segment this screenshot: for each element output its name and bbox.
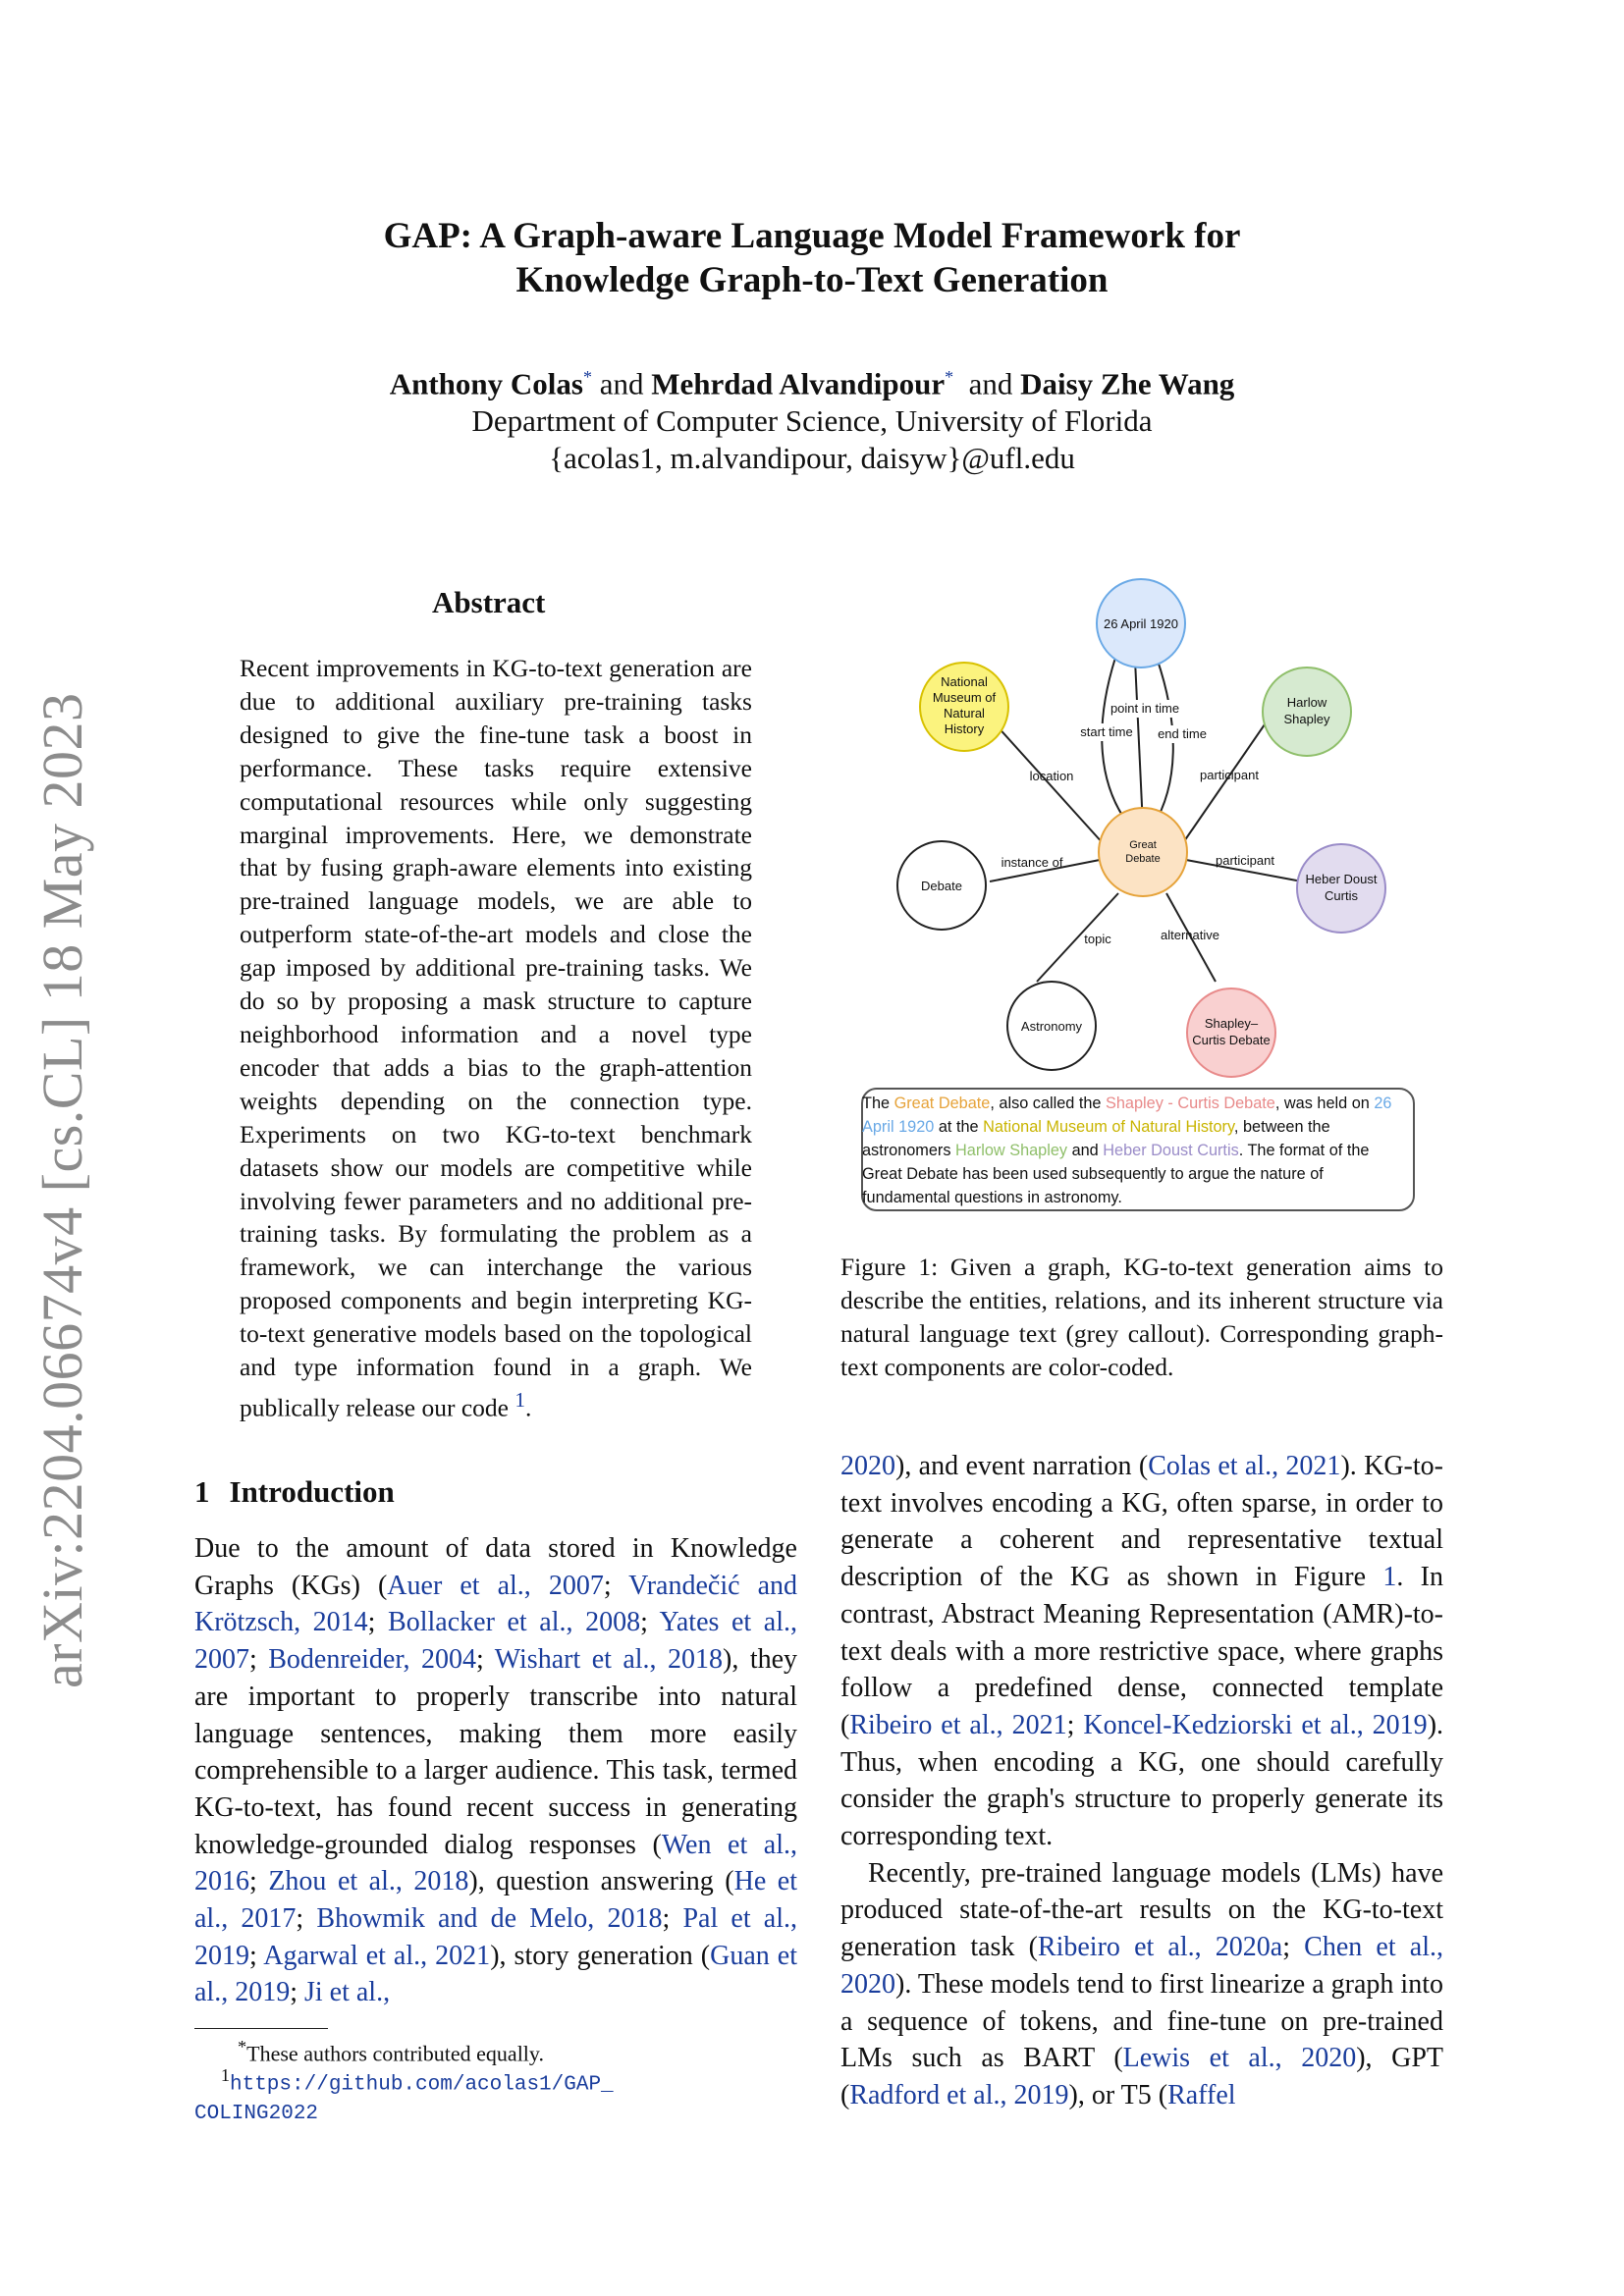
callout-museum: National Museum of Natural History (983, 1118, 1234, 1136)
citation-link[interactable]: Raffel (1167, 2079, 1236, 2110)
citation-link[interactable]: Wen et al., 2016 (194, 1829, 797, 1897)
author-3: Daisy Zhe Wang (1020, 366, 1235, 401)
citation-link[interactable]: Wishart et al., 2018 (494, 1644, 724, 1676)
title-line-2: Knowledge Graph-to-Text Generation (515, 260, 1109, 300)
and-2: and (968, 366, 1013, 401)
author-block (0, 358, 1624, 477)
callout-great-debate: Great Debate (893, 1095, 991, 1112)
callout-date: 26 April 1920 (862, 1095, 1392, 1136)
intro-paragraph-2: Recently, pre-trained language models (LMs) have produced state-of-the-art results on the KG-to-text generation task (Ribeiro et al., 2020a; Chen et al., 2020). These models tend to first linearize a graph into a sequence of tokens, and fine-tune on pre-trained LMs such as BART (Lewis et al., 2020), GPT (Radford et al., 2019), or T5 (Raffel (840, 1857, 1444, 2110)
edge-label-alternative: alternative (1161, 928, 1219, 942)
node-debate-label: Debate (921, 879, 962, 893)
intro-right-column (840, 1448, 1443, 2114)
edge-label-topic: topic (1084, 932, 1111, 946)
figure-callout-text: The Great Debate, also called the Shapley - Curtis Debate, was held on 26 April 1920 at the National Museum of Natural History, between the astronomers Harlow Shapley and Heber Doust Curtis. The format of the Great Debate has been used subsequently to argue the nature of fundamental questions in astronomy. (862, 1095, 1392, 1206)
footnote-rule (194, 2028, 328, 2029)
node-museum-label: National (941, 674, 988, 689)
edge-label-instance-of: instance of (1001, 855, 1063, 870)
footnote-1: *These authors contributed equally. (238, 2037, 544, 2066)
edge-label-start-time: start time (1080, 724, 1133, 739)
svg-text:Debate: Debate (1125, 853, 1161, 865)
emails: {acolas1, m.alvandipour, daisyw}@ufl.edu (549, 441, 1075, 476)
callout-harlow: Harlow Shapley (955, 1142, 1068, 1159)
affiliation: Department of Computer Science, University of Florida (471, 403, 1153, 439)
citation-link[interactable]: Koncel-Kedziorski et al., 2019 (1083, 1709, 1428, 1740)
edge-label-participant-1: participant (1200, 768, 1259, 782)
citation-link[interactable]: Guan et al., 2019 (194, 1940, 797, 2008)
citation-link[interactable]: Ribeiro et al., 2020a (1037, 1932, 1283, 1963)
footnote-2: $^1$https://github.com/acolas1/GAP_ COLING2022 (194, 2065, 614, 2126)
citation-link[interactable]: Zhou et al., 2018 (268, 1866, 469, 1897)
equal-contrib-mark-2: * (945, 367, 954, 387)
citation-link[interactable]: Bhowmik and de Melo, 2018 (316, 1903, 663, 1935)
abstract-body: Recent improvements in KG-to-text generation are due to additional auxiliary pre-training tasks designed to give the fine-tune task a boost in performance. These tasks require extensive computational resources while only suggesting marginal improvements. Here, we demonstrate that by fusing graph-aware elements into existing pre-trained language models, we are able to outperform state-of-the-art models and close the gap imposed by additional pre-training tasks. We do so by proposing a mask structure to capture neighborhood information and a novel type encoder that adds a bias to the graph-attention weights depending on the connection type. Experiments on two KG-to-text benchmark datasets show our models are competitive while involving fewer parameters and no additional pre-training tasks. By formulating the problem as a framework, we can interchange the various proposed components and begin interpreting KG-to-text generative models based on the topological and type information found in a graph. We publically release our code $^1$. (240, 654, 752, 1422)
figure-caption: Figure 1: Given a graph, KG-to-text generation aims to describe the entities, relations, and its inherent structure via natural language text (grey callout). Corresponding graph-text components are color-coded. (840, 1253, 1443, 1381)
citation-link[interactable]: Agarwal et al., 2021 (263, 1940, 491, 1971)
paper-title (0, 214, 1624, 302)
citation-link[interactable]: Bodenreider, 2004 (268, 1644, 476, 1676)
abstract-heading: Abstract (432, 585, 546, 619)
svg-text:Curtis: Curtis (1325, 888, 1358, 903)
arxiv-stamp: arXiv:2204.06674v4 [cs.CL] 18 May 2023 (30, 692, 94, 1688)
figure-1-graph (840, 569, 1443, 1090)
edge-label-point-in-time: point in time (1110, 701, 1180, 716)
code-url-link-cont[interactable]: COLING2022 (194, 2103, 319, 2126)
callout-shapley-curtis: Shapley - Curtis Debate (1106, 1095, 1275, 1112)
citation-link[interactable]: Ribeiro et al., 2021 (849, 1709, 1067, 1740)
citation-link[interactable]: Vrandečić and Krötzsch, 2014 (194, 1570, 798, 1638)
citation-link[interactable]: Pal et al., 2019 (194, 1903, 798, 1971)
citation-link[interactable]: Lewis et al., 2020 (1122, 2043, 1357, 2074)
svg-text:Shapley: Shapley (1283, 712, 1330, 726)
citation-link[interactable]: 2020 (840, 1451, 895, 1481)
figure-ref-link[interactable]: 1 (1382, 1562, 1397, 1593)
callout-heber: Heber Doust Curtis (1103, 1142, 1239, 1159)
edge-label-end-time: end time (1158, 726, 1207, 741)
citation-link[interactable]: Auer et al., 2007 (387, 1570, 604, 1601)
node-great-debate-label: Great (1129, 839, 1157, 851)
edge-start-time (1102, 658, 1130, 827)
svg-text:Museum of: Museum of (932, 690, 997, 705)
title-line-1: GAP: A Graph-aware Language Model Framework for (383, 216, 1241, 256)
equal-contrib-mark-1: * (582, 367, 592, 387)
section-heading (194, 1474, 395, 1510)
author-1: Anthony Colas (389, 366, 583, 401)
edge-label-location: location (1029, 769, 1074, 783)
section-number: 1 (194, 1474, 210, 1509)
svg-text:History: History (944, 721, 985, 736)
edge-location (996, 724, 1104, 844)
node-astronomy-label: Astronomy (1020, 1019, 1083, 1034)
citation-link[interactable]: Yates et al., 2007 (194, 1607, 797, 1676)
edge-label-participant-2: participant (1216, 853, 1274, 868)
svg-text:Curtis Debate: Curtis Debate (1192, 1033, 1271, 1047)
section-title: Introduction (229, 1474, 395, 1509)
citation-link[interactable]: Bollacker et al., 2008 (388, 1607, 641, 1638)
abstract-text: Recent improvements in KG-to-text generation are due to additional auxiliary pre-training tasks designed to give the fine-tune task a boost in performance. These tasks require extensive computational resources while only suggesting marginal improvements. Here, we demonstrate that by fusing graph-aware elements into existing pre-trained language models, we are able to outperform state-of-the-art models and close the gap imposed by additional pre-training tasks. We do so by proposing a mask structure to capture neighborhood information and a novel type encoder that adds a bias to the graph-attention weights depending on the connection type. Experiments on two KG-to-text benchmark datasets show our models are competitive while involving fewer parameters and no additional pre-training tasks. By formulating the problem as a framework, we can interchange the various proposed components and begin interpreting KG-to-text generative models based on the topological and type information found in a graph. We publically release our code (240, 654, 752, 1422)
svg-text:Natural: Natural (944, 706, 985, 721)
node-date-label: 26 April 1920 (1104, 616, 1178, 631)
citation-link[interactable]: Ji et al., (304, 1977, 391, 2008)
node-heber-label: Heber Doust (1305, 872, 1378, 886)
footnote-ref-1[interactable]: 1 (514, 1387, 526, 1412)
and-1: and (599, 366, 644, 401)
author-line (0, 358, 1624, 402)
citation-link[interactable]: Radford et al., 2019 (849, 2079, 1069, 2110)
author-2: Mehrdad Alvandipour (651, 366, 946, 401)
citation-link[interactable]: He et al., 2017 (194, 1866, 798, 1935)
edge-point-in-time (1135, 660, 1143, 827)
node-great-debate (1099, 808, 1187, 896)
node-shapley-curtis-label: Shapley– (1204, 1016, 1259, 1031)
intro-paragraph-1: 2020), and event narration (Colas et al., 2021). KG-to-text involves encoding a KG, often sparse, in order to generate a coherent and representative textual description of the KG as shown in Figure 1. In contrast, Abstract Meaning Representation (AMR)-to-text deals with a more restrictive space, where graphs follow a predefined dense, connected template (Ribeiro et al., 2021; Koncel-Kedziorski et al., 2019). Thus, when encoding a KG, one should carefully consider the graph's structure to properly generate its corresponding text. (840, 1451, 1444, 1852)
citation-link[interactable]: Chen et al., 2020 (840, 1932, 1444, 2000)
citation-link[interactable]: Colas et al., 2021 (1148, 1451, 1341, 1481)
node-harlow-label: Harlow (1286, 695, 1327, 710)
intro-left-column: Due to the amount of data stored in Knowledge Graphs (KGs) (Auer et al., 2007; Vrandečić and Krötzsch, 2014; Bollacker et al., 2008; Yates et al., 2007; Bodenreider, 2004; Wishart et al., 2018), they are important to properly transcribe into natural language sentences, making them more easily comprehensible to a larger audience. This task, termed KG-to-text, has found recent success in generating knowledge-grounded dialog responses (Wen et al., 2016; Zhou et al., 2018), question answering (He et al., 2017; Bhowmik and de Melo, 2018; Pal et al., 2019; Agarwal et al., 2021), story generation (Guan et al., 2019; Ji et al., (194, 1533, 798, 2008)
code-url-link[interactable]: https://github.com/acolas1/GAP_ (230, 2073, 614, 2097)
